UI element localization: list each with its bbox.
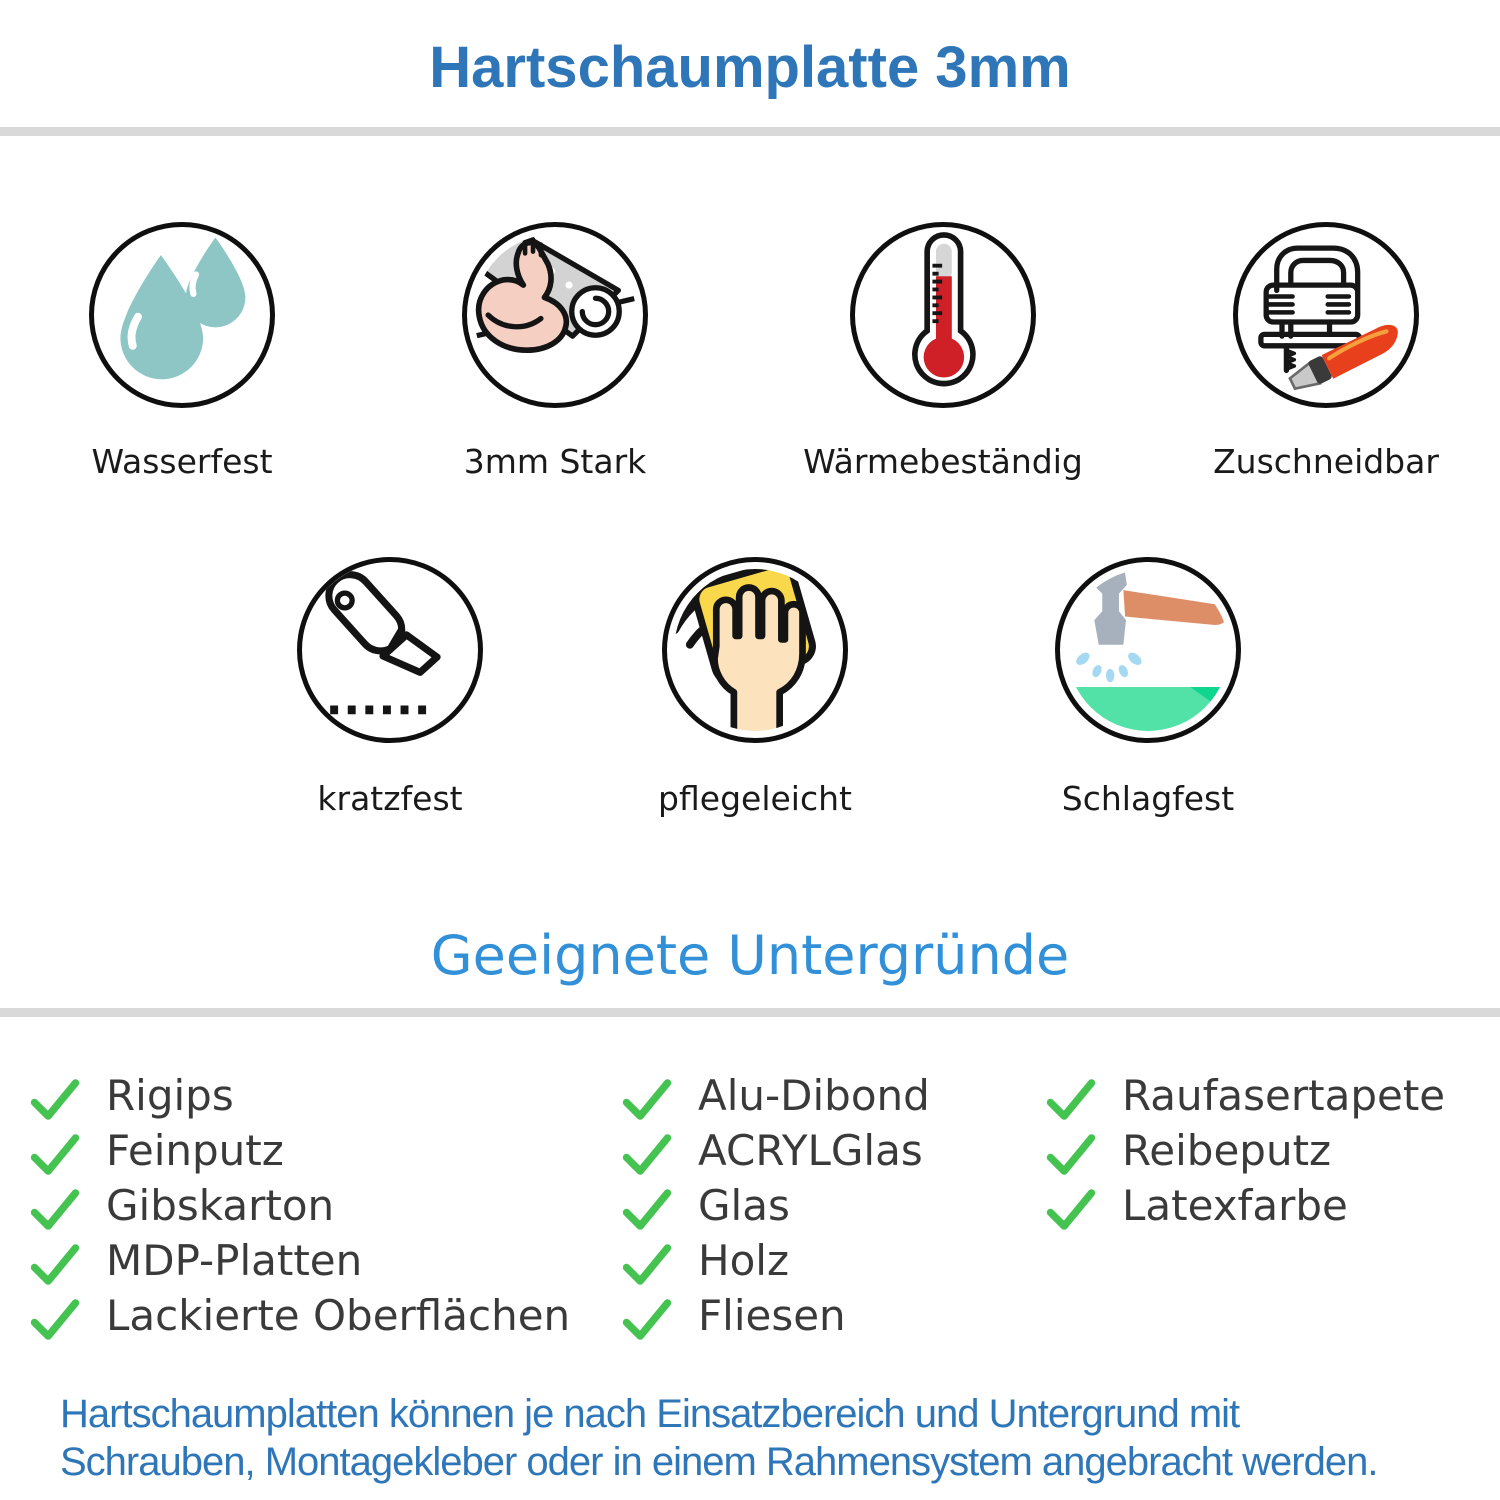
- feature-label: Schlagfest: [1061, 779, 1235, 818]
- list-item-label: Gibskarton: [106, 1181, 335, 1230]
- checkmark-icon: [30, 1078, 80, 1122]
- list-item: [622, 1233, 930, 1288]
- feature-badge-scratchproof: [297, 557, 483, 743]
- jigsaw-icon: [1238, 227, 1414, 403]
- checkmark-icon: [622, 1133, 672, 1177]
- list-item-label: Fliesen: [698, 1291, 846, 1340]
- feature-badge-waterproof: [89, 222, 275, 408]
- utility-knife-icon: [302, 562, 478, 738]
- hammer-icon: [1060, 562, 1236, 738]
- feature-label: Zuschneidbar: [1213, 442, 1439, 481]
- checkmark-icon: [622, 1298, 672, 1342]
- list-item-label: Latexfarbe: [1122, 1181, 1348, 1230]
- list-item: [30, 1288, 570, 1343]
- list-item: [30, 1178, 570, 1233]
- feature-badge-strength: [462, 222, 648, 408]
- list-item-label: Reibeputz: [1122, 1126, 1332, 1175]
- feature-label: 3mm Stark: [463, 442, 647, 481]
- page-title: Hartschaumplatte 3mm: [429, 35, 1071, 100]
- list-item: [622, 1178, 930, 1233]
- divider: [0, 1008, 1500, 1017]
- substrate-column-3: [1046, 1068, 1445, 1233]
- feature-label: Wärmebeständig: [803, 442, 1083, 481]
- list-item-label: Lackierte Oberflächen: [106, 1291, 571, 1340]
- feature-label: pflegeleicht: [658, 779, 852, 818]
- list-item-label: Feinputz: [106, 1126, 284, 1175]
- feature-badge-heat-resistant: [850, 222, 1036, 408]
- substrate-column-2: [622, 1068, 930, 1343]
- list-item: [622, 1288, 930, 1343]
- list-item: [1046, 1068, 1445, 1123]
- checkmark-icon: [1046, 1078, 1096, 1122]
- water-drops-icon: [94, 227, 270, 403]
- list-item: [622, 1068, 930, 1123]
- checkmark-icon: [622, 1188, 672, 1232]
- cleaning-hand-icon: [667, 562, 843, 738]
- checkmark-icon: [622, 1243, 672, 1287]
- list-item: [1046, 1178, 1445, 1233]
- list-item-label: MDP-Platten: [106, 1236, 363, 1285]
- list-item-label: Glas: [698, 1181, 790, 1230]
- list-item-label: Holz: [698, 1236, 789, 1285]
- list-item: [30, 1068, 570, 1123]
- list-item: [30, 1233, 570, 1288]
- feature-badge-impact-resistant: [1055, 557, 1241, 743]
- checkmark-icon: [30, 1133, 80, 1177]
- list-item: [30, 1123, 570, 1178]
- mounting-note: [60, 1390, 1377, 1486]
- thermometer-icon: [855, 227, 1031, 403]
- section-title-substrates: Geeignete Untergründe: [430, 924, 1070, 987]
- list-item-label: Rigips: [106, 1071, 234, 1120]
- divider: [0, 127, 1500, 136]
- substrate-column-1: [30, 1068, 570, 1343]
- cutter-knife-icon: [1287, 320, 1405, 395]
- muscle-arm-icon: [467, 227, 643, 403]
- checkmark-icon: [1046, 1188, 1096, 1232]
- feature-badge-easy-care: [662, 557, 848, 743]
- list-item: [622, 1123, 930, 1178]
- list-item-label: Raufasertapete: [1122, 1071, 1446, 1120]
- list-item: [1046, 1123, 1445, 1178]
- mounting-note-line2: Schrauben, Montagekleber oder in einem Rahmensystem angebracht werden.: [60, 1440, 1378, 1484]
- mounting-note-line1: Hartschaumplatten können je nach Einsatzbereich und Untergrund mit: [60, 1392, 1240, 1436]
- checkmark-icon: [30, 1298, 80, 1342]
- feature-label: kratzfest: [317, 779, 463, 818]
- feature-badge-cuttable: [1233, 222, 1419, 408]
- checkmark-icon: [1046, 1133, 1096, 1177]
- list-item-label: Alu-Dibond: [698, 1071, 930, 1120]
- checkmark-icon: [622, 1078, 672, 1122]
- feature-label: Wasserfest: [91, 442, 273, 481]
- list-item-label: ACRYLGlas: [698, 1126, 923, 1175]
- checkmark-icon: [30, 1243, 80, 1287]
- checkmark-icon: [30, 1188, 80, 1232]
